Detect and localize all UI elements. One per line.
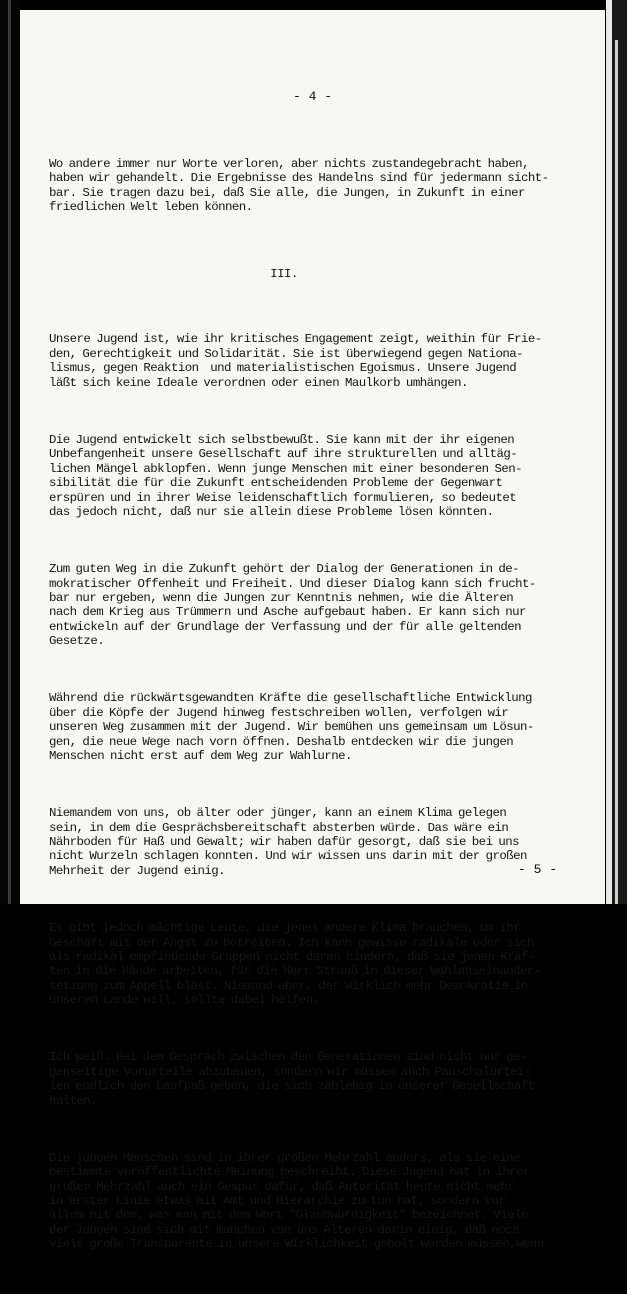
paragraph-1: Wo andere immer nur Worte verloren, aber nichts zustandegebracht haben, haben wir gehandelt. Die Ergebnisse des Handelns sind für jedermann sicht- bar. Sie tragen dazu bei, daß Sie alle, die Jungen, in Zukunft in einer friedlichen Welt leben können. bbox=[49, 156, 549, 215]
paragraph-5: Während die rückwärtsgewandten Kräfte die gesellschaftliche Entwicklung über die Köpfe der Jugend hinweg festschreiben wollen, verfolgen wir unseren Weg zusammen mit der Jugend. Wir bemühen uns gemeinsam um Lösun- gen, die neue Wege nach vorn öffnen. Deshalb entdecken wir die jungen Menschen nicht erst auf dem Weg zur Wahlurne. bbox=[49, 691, 534, 764]
paragraph-4: Zum guten Weg in die Zukunft gehört der Dialog der Generationen in de- mokratischer Offenheit und Freiheit. Und dieser Dialog kann sich frucht- bar nur ergeben, wenn die Jungen zur Kenntnis nehmen, wie die Älteren nach dem Krieg aus Trümmern und Asche aufgebaut haben. Er kann sich nur entwickeln auf der Grundlage der Verfassung und der für alle geltenden Gesetze. bbox=[49, 562, 536, 649]
stacked-pages-edge bbox=[606, 0, 627, 904]
page-edge bbox=[615, 40, 618, 904]
body-text bbox=[49, 128, 609, 1294]
paragraph-6: Niemandem von uns, ob älter oder jünger, kann an einem Klima gelegen sein, in dem die Gesprächsbereitschaft absterben würde. Das wäre ein Nährboden für Haß und Gewalt; wir haben dafür gesorgt, daß sie bei uns nicht Wurzeln schlagen konnten. Und wir wissen uns darin mit der großen Mehrheit der Jugend einig. bbox=[49, 806, 527, 878]
binder-strip bbox=[8, 0, 11, 904]
page-number: - 4 - bbox=[292, 89, 332, 104]
paragraph-9: Die jungen Menschen sind in ihrer großen Mehrzahl anders, als sie eine bestimmte veröffentlichte Meinung beschreibt. Diese Jugend hat in ihrer großen Mehrzahl auch ein Gespür dafür, daß Autorität heute nicht mehr in erster Linie etwas mit Amt und Hierarchie zu tun hat, sondern vor allem mit dem, was man mit dem Wort "Glaubwürdigkeit" bezeichnet. Viele der Jungen sind sich mit manchen von uns Älteren darin einig, daß noch viele große Transparente in unsere Wirklichkeit geholt werden müssen,wenn bbox=[49, 1150, 544, 1252]
next-page-marker: - 5 - bbox=[517, 862, 557, 877]
document-page bbox=[20, 10, 605, 1252]
paragraph-3: Die Jugend entwickelt sich selbstbewußt. Sie kann mit der ihr eigenen Unbefangenheit unsere Gesellschaft auf ihre strukturellen und alltäg- lichen Mängel abklopfen. Wenn junge Menschen mit einer besonderen Sen- sibilität die für die Zukunft entscheidenden Probleme der Gegenwart erspüren und in ihrer Weise leidenschaftlich formulieren, so bedeutet das jedoch nicht, daß nur sie allein diese Probleme lösen könnten. bbox=[49, 432, 522, 519]
paragraph-7: Es gibt jedoch mächtige Leute, die jenes andere Klima brauchen, um ihr Geschäft mit der Angst zu betreiben. Ich kann gewisse radikale oder sich als radikal empfindende Gruppen nicht daran hindern, daß sie jenen Kräf- ten in die Hände arbeiten, für die Herr Strauß in dieser Wahlauseinander- setzung zum Appell bläst. Niemand aber, der wirklich mehr Demokratie in unserem Lande will, sollte dabei helfen. bbox=[49, 921, 541, 1008]
page-edge bbox=[606, 0, 612, 904]
section-heading: III. bbox=[270, 267, 298, 282]
paragraph-2: Unsere Jugend ist, wie ihr kritisches Engagement zeigt, weithin für Frie- den, Gerechtigkeit und Solidarität. Sie ist überwiegend gegen Nationa- lismus, gegen Reaktion und materialistischen Egoismus. Unsere Jugend läßt sich keine Ideale verordnen oder einen Maulkorb umhängen. bbox=[49, 332, 542, 390]
binder-edge bbox=[0, 0, 20, 904]
paragraph-8: Ich weiß: Bei dem Gespräch zwischen den Generationen sind nicht nur ge- genseitige Vorurteile abzubauen, sondern wir müssen auch Pauschalurtei- len endlich den Laufpaß geben, die sich zählebig in unserer Gesellschaft halten. bbox=[49, 1050, 535, 1108]
